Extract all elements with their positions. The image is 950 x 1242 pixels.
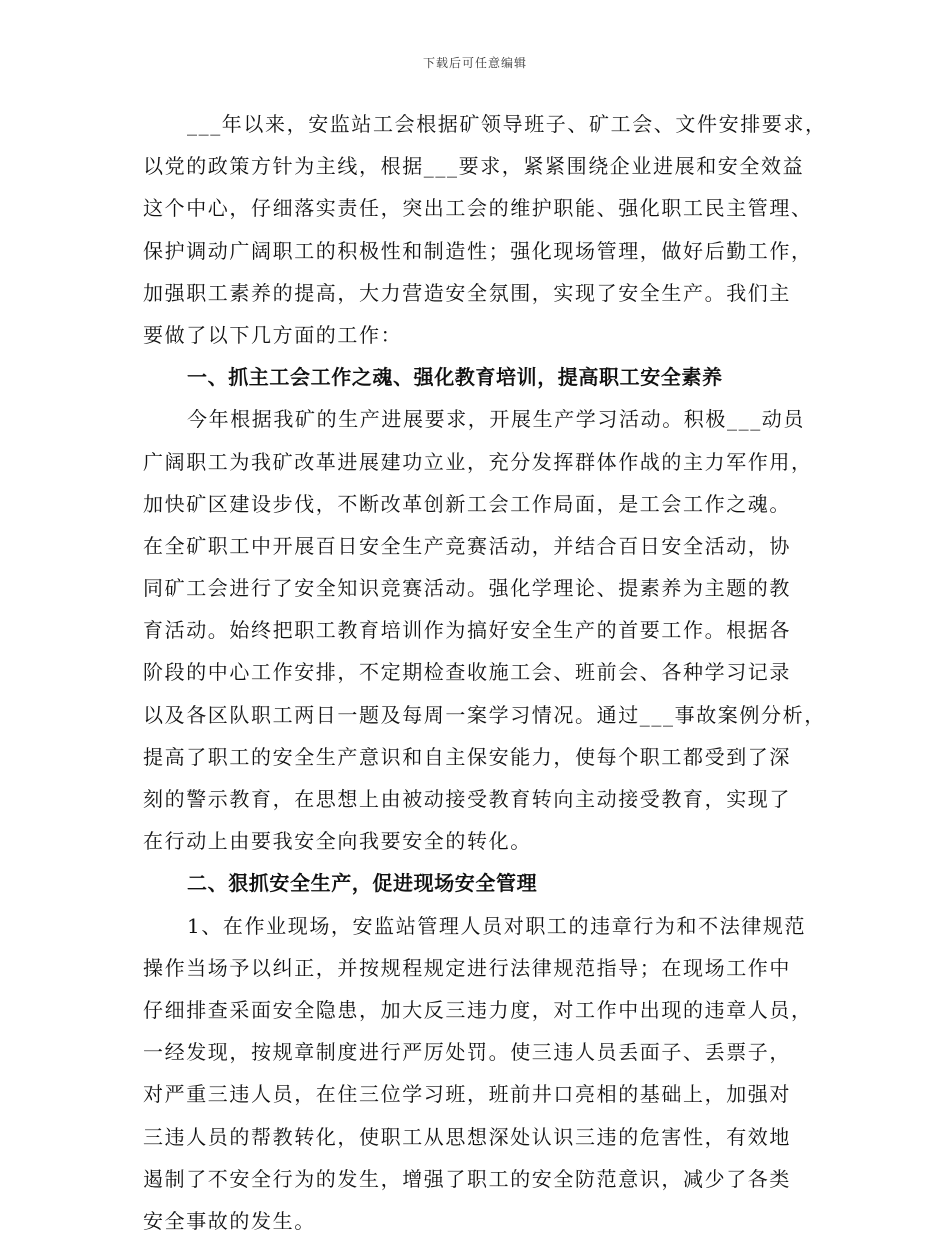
paragraph-line: 1、在作业现场，安监站管理人员对职工的违章行为和不法律规范 bbox=[187, 913, 807, 938]
paragraph-line: 一经发现，按规章制度进行严厉处罚。使三违人员丢面子、丢票子， bbox=[143, 1040, 791, 1065]
paragraph-line: 在全矿职工中开展百日安全生产竞赛活动，并结合百日安全活动，协 bbox=[143, 533, 791, 558]
paragraph-line: 育活动。始终把职工教育培训作为搞好安全生产的首要工作。根据各 bbox=[143, 618, 791, 643]
section-heading: 一、抓主工会工作之魂、强化教育培训，提高职工安全素养 bbox=[187, 365, 723, 390]
paragraph-line: 操作当场予以纠正，并按规程规定进行法律规范指导；在现场工作中 bbox=[143, 955, 791, 980]
paragraph-line: 三违人员的帮教转化，使职工从思想深处认识三违的危害性，有效地 bbox=[143, 1124, 791, 1149]
paragraph-line: 要做了以下几方面的工作： bbox=[143, 322, 403, 347]
document-body bbox=[143, 103, 827, 1242]
section-heading: 二、狠抓安全生产，促进现场安全管理 bbox=[187, 871, 538, 896]
paragraph-line: 这个中心，仔细落实责任，突出工会的维护职能、强化职工民主管理、 bbox=[143, 196, 813, 221]
page-header: 下载后可任意编辑 bbox=[422, 56, 527, 70]
paragraph-line: 在行动上由要我安全向我要安全的转化。 bbox=[143, 829, 532, 854]
paragraph-line: ___年以来，安监站工会根据矿领导班子、矿工会、文件安排要求， bbox=[187, 112, 827, 136]
paragraph-line: 加强职工素养的提高，大力营造安全氛围，实现了安全生产。我们主 bbox=[143, 280, 791, 305]
paragraph-line: 广阔职工为我矿改革进展建功立业，充分发挥群体作战的主力军作用， bbox=[143, 449, 813, 474]
paragraph-line: 对严重三违人员，在住三位学习班，班前井口亮相的基础上，加强对 bbox=[143, 1082, 791, 1107]
paragraph-line: 以党的政策方针为主线，根据___要求，紧紧围绕企业进展和安全效益 bbox=[143, 154, 805, 179]
paragraph-line: 以及各区队职工两日一题及每周一案学习情况。通过___事故案例分析， bbox=[143, 702, 826, 727]
paragraph-line: 仔细排查采面安全隐患，加大反三违力度，对工作中出现的违章人员， bbox=[143, 997, 813, 1022]
paragraph-line: 今年根据我矿的生产进展要求，开展生产学习活动。积极___动员 bbox=[187, 407, 805, 432]
paragraph-line: 加快矿区建设步伐，不断改革创新工会工作局面，是工会工作之魂。 bbox=[143, 491, 791, 516]
paragraph-line: 遏制了不安全行为的发生，增强了职工的安全防范意识，减少了各类 bbox=[143, 1166, 791, 1191]
paragraph-line: 安全事故的发生。 bbox=[143, 1208, 316, 1233]
paragraph-line: 同矿工会进行了安全知识竞赛活动。强化学理论、提素养为主题的教 bbox=[143, 576, 791, 601]
paragraph-line: 刻的警示教育，在思想上由被动接受教育转向主动接受教育，实现了 bbox=[143, 787, 791, 811]
paragraph-line: 提高了职工的安全生产意识和自主保安能力，使每个职工都受到了深 bbox=[143, 744, 791, 769]
paragraph-line: 阶段的中心工作安排，不定期检查收施工会、班前会、各种学习记录 bbox=[143, 660, 791, 685]
paragraph-line: 保护调动广阔职工的积极性和制造性；强化现场管理，做好后勤工作， bbox=[143, 238, 813, 263]
